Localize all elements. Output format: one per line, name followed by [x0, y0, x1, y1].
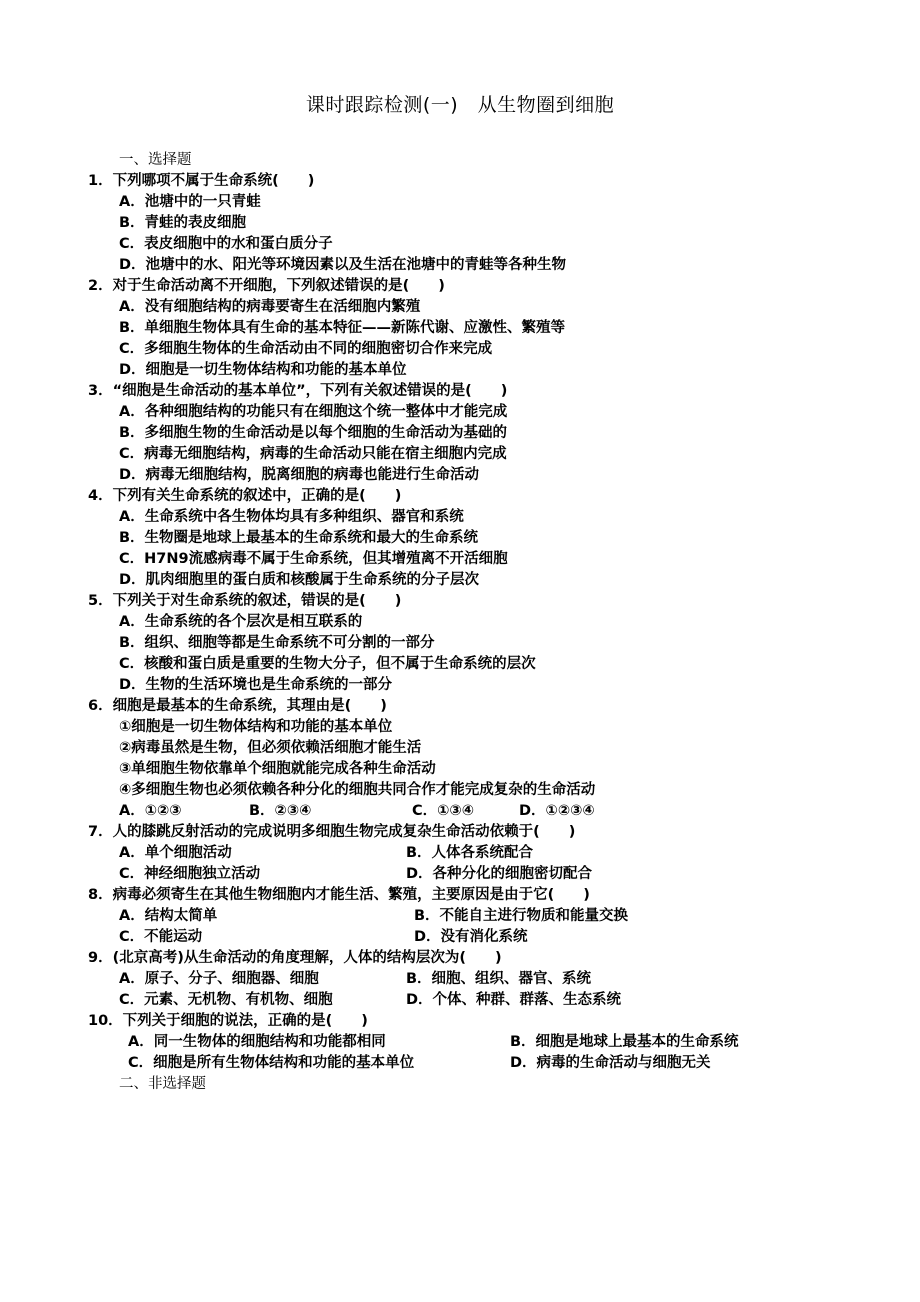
- question-6-statement-1: ①细胞是一切生物体结构和功能的基本单位: [119, 719, 393, 735]
- question-9-option-d: D．个体、种群、群落、生态系统: [406, 992, 622, 1008]
- question-2-option-d: D．细胞是一切生物体结构和功能的基本单位: [119, 362, 407, 378]
- question-2-option-c: C．多细胞生物体的生命活动由不同的细胞密切合作来完成: [119, 341, 493, 357]
- section-heading: 一、选择题: [119, 152, 192, 168]
- question-5-option-c: C．核酸和蛋白质是重要的生物大分子，但不属于生命系统的层次: [119, 656, 536, 672]
- question-4-option-a: A．生命系统中各生物体均具有多种组织、器官和系统: [119, 509, 464, 525]
- question-3-option-d: D．病毒无细胞结构，脱离细胞的病毒也能进行生命活动: [119, 467, 480, 483]
- section-heading-2: 二、非选择题: [119, 1076, 206, 1092]
- question-8-option-d: D．没有消化系统: [414, 929, 528, 945]
- question-1-option-a: A．池塘中的一只青蛙: [119, 194, 261, 210]
- question-10-option-b: B．细胞是地球上最基本的生命系统: [510, 1034, 739, 1050]
- question-7-stem: 7．人的膝跳反射活动的完成说明多细胞生物完成复杂生命活动依赖于( ): [88, 824, 576, 840]
- question-6-option-a: A．①②③: [119, 803, 182, 819]
- question-8-option-c: C．不能运动: [119, 929, 203, 945]
- question-6-option-c: C．①③④: [412, 803, 474, 819]
- question-8-option-b: B．不能自主进行物质和能量交换: [414, 908, 629, 924]
- question-10-option-d: D．病毒的生命活动与细胞无关: [510, 1055, 711, 1071]
- question-5-option-b: B．组织、细胞等都是生命系统不可分割的一部分: [119, 635, 435, 651]
- question-9-option-a: A．原子、分子、细胞器、细胞: [119, 971, 319, 987]
- question-6-statement-4: ④多细胞生物也必须依赖各种分化的细胞共同合作才能完成复杂的生命活动: [119, 782, 596, 798]
- question-1-option-c: C．表皮细胞中的水和蛋白质分子: [119, 236, 333, 252]
- question-5-option-a: A．生命系统的各个层次是相互联系的: [119, 614, 363, 630]
- question-9-stem: 9．(北京高考)从生命活动的角度理解，人体的结构层次为( ): [88, 950, 502, 966]
- question-4-option-b: B．生物圈是地球上最基本的生命系统和最大的生命系统: [119, 530, 479, 546]
- question-4-stem: 4．下列有关生命系统的叙述中，正确的是( ): [88, 488, 402, 504]
- question-10-option-c: C．细胞是所有生物体结构和功能的基本单位: [128, 1055, 415, 1071]
- question-7-option-a: A．单个细胞活动: [119, 845, 232, 861]
- question-2-option-b: B．单细胞生物体具有生命的基本特征——新陈代谢、应激性、繁殖等: [119, 320, 566, 336]
- question-7-option-b: B．人体各系统配合: [406, 845, 534, 861]
- question-8-option-a: A．结构太简单: [119, 908, 218, 924]
- question-10-option-a: A．同一生物体的细胞结构和功能都相同: [128, 1034, 386, 1050]
- question-6-statement-3: ③单细胞生物依靠单个细胞就能完成各种生命活动: [119, 761, 436, 777]
- question-3-stem: 3．“细胞是生命活动的基本单位”，下列有关叙述错误的是( ): [88, 383, 508, 399]
- question-3-option-a: A．各种细胞结构的功能只有在细胞这个统一整体中才能完成: [119, 404, 508, 420]
- question-5-stem: 5．下列关于对生命系统的叙述，错误的是( ): [88, 593, 402, 609]
- question-1-option-d: D．池塘中的水、阳光等环境因素以及生活在池塘中的青蛙等各种生物: [119, 257, 567, 273]
- question-1-stem: 1．下列哪项不属于生命系统( ): [88, 173, 315, 189]
- question-3-option-b: B．多细胞生物的生命活动是以每个细胞的生命活动为基础的: [119, 425, 508, 441]
- question-1-option-b: B．青蛙的表皮细胞: [119, 215, 247, 231]
- question-6-statement-2: ②病毒虽然是生物，但必须依赖活细胞才能生活: [119, 740, 422, 756]
- question-3-option-c: C．病毒无细胞结构，病毒的生命活动只能在宿主细胞内完成: [119, 446, 507, 462]
- question-6-stem: 6．细胞是最基本的生命系统，其理由是( ): [88, 698, 387, 714]
- question-9-option-c: C．元素、无机物、有机物、细胞: [119, 992, 333, 1008]
- question-6-option-d: D．①②③④: [519, 803, 595, 819]
- question-9-option-b: B．细胞、组织、器官、系统: [406, 971, 592, 987]
- question-8-stem: 8．病毒必须寄生在其他生物细胞内才能生活、繁殖，主要原因是由于它( ): [88, 887, 590, 903]
- question-7-option-d: D．各种分化的细胞密切配合: [406, 866, 593, 882]
- question-7-option-c: C．神经细胞独立活动: [119, 866, 261, 882]
- question-4-option-d: D．肌肉细胞里的蛋白质和核酸属于生命系统的分子层次: [119, 572, 480, 588]
- question-4-option-c: C．H7N9流感病毒不属于生命系统，但其增殖离不开活细胞: [119, 551, 508, 567]
- question-5-option-d: D．生物的生活环境也是生命系统的一部分: [119, 677, 393, 693]
- question-2-stem: 2．对于生命活动离不开细胞，下列叙述错误的是( ): [88, 278, 445, 294]
- page-title: 课时跟踪检测(一) 从生物圈到细胞: [305, 94, 615, 116]
- question-2-option-a: A．没有细胞结构的病毒要寄生在活细胞内繁殖: [119, 299, 421, 315]
- question-10-stem: 10．下列关于细胞的说法，正确的是( ): [88, 1013, 368, 1029]
- question-6-option-b: B．②③④: [249, 803, 312, 819]
